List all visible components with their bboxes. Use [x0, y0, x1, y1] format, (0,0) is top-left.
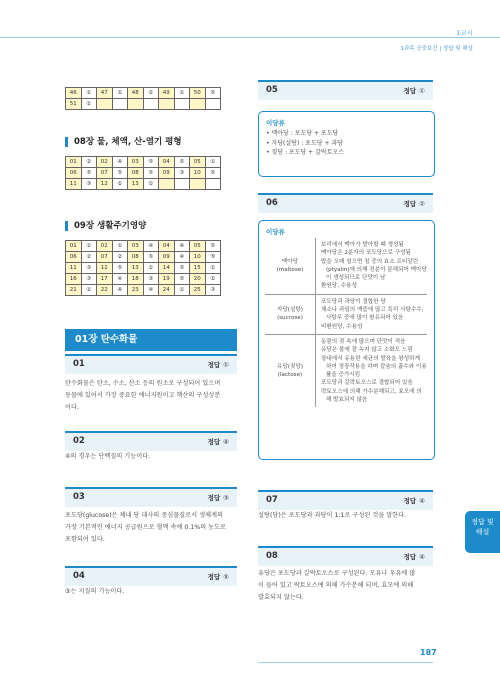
answer-cell: ④ — [174, 252, 190, 263]
answer-cell: ① — [112, 179, 128, 190]
box-line: • 자당(설탕) : 포도당 + 과당 — [266, 139, 343, 147]
answer-cell: ⑤ — [81, 168, 97, 179]
side-tab: 정답 및 해설 — [465, 511, 500, 553]
footer-line — [258, 662, 433, 663]
answer-cell — [174, 179, 190, 190]
list-item: 밥을 오래 씹으면 침 중의 효소 프티알린(ptyalin)에 의해 전분이 분해되어 맥아당이 생성되므로 단맛이 남 — [321, 258, 427, 282]
question-number-cell: 49 — [159, 88, 175, 99]
explanation-01: 탄수화물은 탄소, 수소, 산소 등의 원소로 구성되어 있으며 동물에 있어서 가장 중요한 에너지원이고 핵산의 구성성분 이다. — [65, 380, 221, 411]
question-header-04 — [65, 566, 237, 586]
answer-cell: ① — [81, 99, 97, 110]
list-item: 보리에서 맥아가 발아할 때 생성됨 — [321, 242, 404, 248]
question-number-cell: 11 — [66, 179, 82, 190]
answer-cell: ① — [81, 88, 97, 99]
question-header-08 — [258, 546, 433, 566]
table-row — [66, 274, 221, 285]
answer-table-08 — [65, 156, 221, 190]
answer-cell: ① — [174, 285, 190, 296]
answer-indicator: 정답 ④ — [207, 438, 229, 446]
disaccharide-table — [265, 238, 427, 407]
header-subtitle: 1과목 공중보건 | 정답 및 해설 — [400, 46, 473, 52]
answer-indicator: 정답 ③ — [207, 494, 229, 502]
chapter-banner — [65, 329, 237, 351]
answer-cell: ① — [205, 263, 221, 274]
answer-cell: ① — [143, 263, 159, 274]
answer-cell — [205, 99, 221, 110]
table-row — [66, 168, 221, 179]
question-number-cell: 21 — [66, 285, 82, 296]
question-number-cell: 24 — [159, 285, 175, 296]
table-row-sucrose — [265, 294, 427, 334]
answer-cell: ① — [112, 241, 128, 252]
answer-cell: ① — [205, 274, 221, 285]
answer-cell: ③ — [81, 263, 97, 274]
table-row — [66, 263, 221, 274]
question-number-cell: 48 — [128, 88, 144, 99]
answer-cell: ① — [143, 179, 159, 190]
answer-indicator: 정답 ① — [207, 361, 229, 369]
answer-cell: ③ — [81, 179, 97, 190]
question-number-cell: 01 — [66, 157, 82, 168]
list-item: 동물의 젖 속에 많으며 단맛이 적음 — [321, 338, 406, 345]
question-number-cell: 12 — [97, 179, 113, 190]
question-header-05 — [258, 80, 433, 100]
explanation-08: 유당은 포도당과 갈락토오스로 구성된다. 모유나 우유에 많 이 들어 있고 락토오스에 의해 가수분해 되며, 효모에 의해 발효되지 않는다. — [258, 570, 416, 601]
question-number-cell: 17 — [97, 274, 113, 285]
header-tab: 1교시 — [456, 29, 473, 37]
question-number-cell: 25 — [190, 285, 206, 296]
answer-cell: ⑤ — [205, 241, 221, 252]
question-number-cell: 12 — [97, 263, 113, 274]
question-number-cell — [159, 99, 175, 110]
list-item: 포도당과 갈락토오스로 결합되어 있음 — [321, 380, 413, 387]
answer-table-09 — [65, 240, 221, 296]
section-title-08: 08장 물, 체액, 산-염기 평형 — [65, 137, 182, 147]
question-number-cell: 14 — [159, 263, 175, 274]
answer-cell: ③ — [205, 285, 221, 296]
question-number-cell: 04 — [159, 241, 175, 252]
explanation-03: 포도당(glucose)은 체내 당 대사의 중심물질로서 생체계의 가장 기본적인 에너지 공급원으로 혈액 속에 0.1%의 농도로 포함되어 있다. — [65, 512, 226, 543]
answer-cell: ⑤ — [174, 274, 190, 285]
table-row — [66, 252, 221, 263]
row-name: 유당(젖당) — [277, 363, 303, 370]
answer-indicator: 정답 ⑤ — [207, 573, 229, 581]
question-number-cell: 20 — [190, 274, 206, 285]
answer-cell: ⑤ — [112, 168, 128, 179]
answer-cell: ② — [143, 88, 159, 99]
answer-cell: ⑤ — [112, 263, 128, 274]
question-number-cell: 15 — [190, 263, 206, 274]
row-sub: (maltose) — [276, 266, 304, 273]
info-box-disaccharides-table — [258, 220, 435, 460]
question-number-cell: 13 — [128, 263, 144, 274]
header-line — [0, 37, 500, 38]
question-number-cell: 08 — [128, 252, 144, 263]
question-number-cell: 02 — [97, 241, 113, 252]
question-number-cell: 08 — [128, 168, 144, 179]
list-item: 포도당과 과당이 결합한 당 — [321, 298, 386, 305]
question-number-cell: 10 — [190, 252, 206, 263]
question-number-cell: 19 — [159, 274, 175, 285]
question-number-cell: 05 — [190, 157, 206, 168]
question-number-cell — [97, 99, 113, 110]
question-number-cell: 04 — [159, 157, 175, 168]
question-number-cell: 10 — [190, 168, 206, 179]
answer-cell: ⑤ — [205, 252, 221, 263]
table-row — [66, 88, 221, 99]
answer-cell: ④ — [112, 157, 128, 168]
answer-cell: ② — [81, 157, 97, 168]
table-row-lactose — [265, 334, 427, 407]
list-item: 유당은 물에 잘 녹지 않고 소화도 느림 — [321, 347, 413, 354]
question-number-cell — [159, 179, 175, 190]
answer-cell: ③ — [174, 168, 190, 179]
question-number-cell: 22 — [97, 285, 113, 296]
section-title-09: 09장 생활주기영양 — [65, 221, 146, 231]
question-number-cell — [190, 99, 206, 110]
question-number: 06 — [266, 198, 278, 208]
list-item: 맥아당은 2분자의 포도당으로 구성됨 — [321, 250, 411, 257]
answer-cell: ⑤ — [143, 168, 159, 179]
answer-cell: ⑤ — [205, 88, 221, 99]
answer-cell: ⑤ — [143, 252, 159, 263]
answer-cell: ③ — [143, 274, 159, 285]
row-name: 맥아당 — [281, 258, 299, 265]
list-item: 환원당, 수용성 — [321, 283, 357, 290]
answer-cell: ① — [112, 88, 128, 99]
answer-indicator: 정답 ② — [403, 200, 425, 208]
question-number-cell: 46 — [66, 88, 82, 99]
table-row-maltose — [265, 238, 427, 294]
question-number-cell: 06 — [66, 168, 82, 179]
table-row — [66, 99, 221, 110]
answer-cell: ② — [112, 252, 128, 263]
box-line: • 맥아당 : 포도당 + 포도당 — [266, 130, 339, 137]
question-header-06 — [258, 193, 433, 213]
answer-cell — [112, 99, 128, 110]
row-sub: (lactose) — [277, 372, 303, 379]
question-number: 08 — [266, 551, 278, 561]
question-number-cell: 09 — [159, 252, 175, 263]
question-number-cell: 09 — [159, 168, 175, 179]
question-number-cell: 07 — [97, 168, 113, 179]
row-sub: (sucrose) — [277, 315, 303, 322]
question-number-cell: 47 — [97, 88, 113, 99]
question-number: 03 — [73, 492, 85, 502]
question-header-03 — [65, 487, 237, 507]
page-number: 187 — [420, 648, 437, 657]
explanation-04: ⑤는 지질의 기능이다. — [65, 588, 125, 595]
chapter-title: 01장 탄수화물 — [75, 334, 138, 345]
answer-cell: ① — [81, 285, 97, 296]
box-title: 이당류 — [266, 228, 285, 236]
answer-cell: ⑤ — [143, 157, 159, 168]
question-number-cell: 13 — [128, 179, 144, 190]
answer-cell: ④ — [112, 274, 128, 285]
explanation-07: 설탕(당)은 포도당과 과당이 1:1로 구성된 것을 말한다. — [258, 512, 407, 519]
question-number: 04 — [73, 571, 85, 581]
question-number-cell: 02 — [97, 157, 113, 168]
answer-cell: ④ — [143, 241, 159, 252]
question-number-cell: 18 — [128, 274, 144, 285]
answer-cell: ⑤ — [205, 168, 221, 179]
question-number: 01 — [73, 359, 85, 369]
answer-indicator: 정답 ④ — [403, 553, 425, 561]
question-number-cell: 03 — [128, 157, 144, 168]
question-number: 02 — [73, 436, 85, 446]
answer-indicator: 정답 ① — [403, 87, 425, 95]
question-number-cell: 51 — [66, 99, 82, 110]
table-row — [66, 241, 221, 252]
table-row — [66, 157, 221, 168]
question-number: 07 — [266, 495, 278, 505]
answer-cell: ② — [81, 252, 97, 263]
list-item: 채소나 과일의 액즙에 많고 특히 사탕수수, 사탕무 중에 많이 함유되어 있음 — [321, 307, 424, 322]
answer-cell — [143, 99, 159, 110]
question-number-cell — [128, 99, 144, 110]
answer-cell: ④ — [143, 285, 159, 296]
question-number-cell: 03 — [128, 241, 144, 252]
list-item: 락토오스에 의해 가수분해되고, 효모에 의해 발효되지 않음 — [321, 388, 422, 404]
question-header-02 — [65, 431, 237, 451]
question-header-07 — [258, 490, 433, 510]
question-number-cell: 50 — [190, 88, 206, 99]
answer-indicator: 정답 ④ — [403, 497, 425, 505]
answer-cell: ④ — [112, 285, 128, 296]
list-item: 장내에서 유용한 세균의 발육을 왕성하게 하여 정장작용을 하며 칼슘의 흡수와 이용률을 증가시킴 — [321, 355, 427, 379]
list-item: 비환원당, 수용성 — [321, 323, 363, 330]
box-title: 이당류 — [266, 119, 285, 127]
explanation-02: ④의 경우는 단백질의 기능이다. — [65, 453, 151, 460]
table-row — [66, 285, 221, 296]
answer-cell: ⑤ — [174, 263, 190, 274]
question-number-cell: 01 — [66, 241, 82, 252]
answer-cell: ③ — [81, 274, 97, 285]
row-name: 자당(설탕) — [277, 307, 303, 314]
box-line: • 젖당 : 포도당 + 갈락토오스 — [266, 149, 345, 156]
question-number-cell: 11 — [66, 263, 82, 274]
question-header-01 — [65, 354, 237, 374]
question-number-cell: 05 — [190, 241, 206, 252]
question-number-cell: 23 — [128, 285, 144, 296]
question-number: 05 — [266, 85, 278, 95]
answer-cell: ① — [205, 157, 221, 168]
question-number-cell — [190, 179, 206, 190]
question-number-cell: 16 — [66, 274, 82, 285]
answer-cell: ① — [174, 88, 190, 99]
answer-cell: ⑤ — [174, 157, 190, 168]
answer-cell — [174, 99, 190, 110]
answer-cell: ① — [81, 241, 97, 252]
answer-table-top — [65, 87, 221, 110]
question-number-cell: 06 — [66, 252, 82, 263]
info-box-disaccharides — [258, 111, 435, 177]
question-number-cell: 07 — [97, 252, 113, 263]
answer-cell — [205, 179, 221, 190]
answer-cell: ④ — [174, 241, 190, 252]
table-row — [66, 179, 221, 190]
